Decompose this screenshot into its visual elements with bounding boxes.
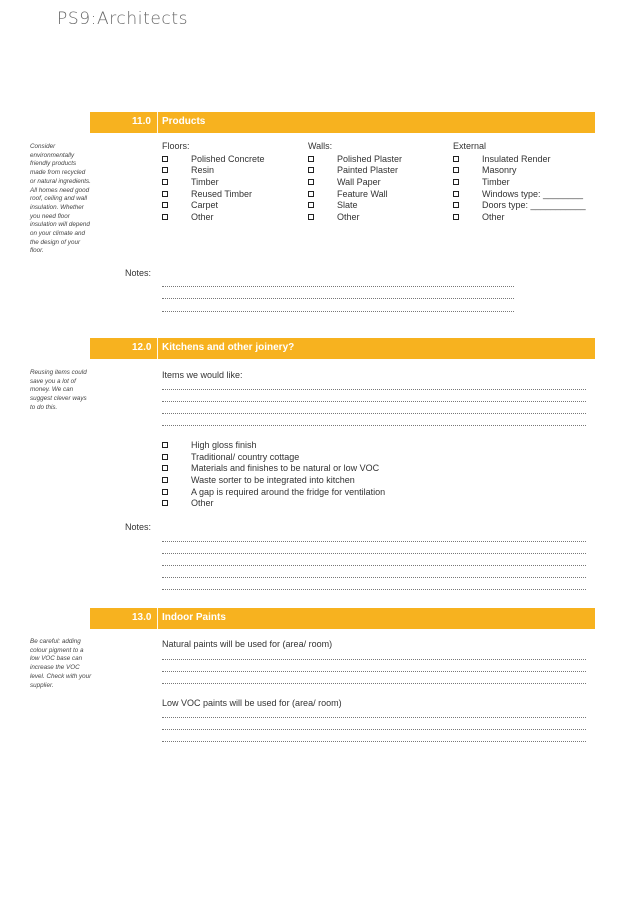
notes-line[interactable]	[162, 577, 586, 578]
notes-line[interactable]	[162, 311, 514, 312]
section-13-side-note: Be careful: adding colour pigment to a low VOC base can increase the VOC level. Check with your supplier.	[30, 638, 92, 689]
wall-option[interactable]	[308, 212, 360, 224]
option-label: Timber	[191, 177, 219, 188]
items-line[interactable]	[162, 401, 586, 402]
external-option[interactable]	[453, 177, 510, 189]
natural-paints-line[interactable]	[162, 683, 586, 684]
option-label: Slate	[337, 200, 358, 211]
option-label: Polished Plaster	[337, 153, 403, 164]
checkbox[interactable]	[453, 156, 459, 162]
option-label: Windows type: ________	[482, 188, 584, 199]
wall-option[interactable]	[308, 165, 399, 177]
option-label: Other	[337, 212, 360, 223]
wall-option[interactable]	[308, 153, 403, 166]
checkbox[interactable]	[308, 179, 314, 185]
floor-option[interactable]	[162, 153, 265, 166]
notes-line[interactable]	[162, 553, 586, 554]
section-11-title: Products	[162, 116, 206, 127]
header-divider	[157, 338, 158, 359]
checkbox[interactable]	[453, 202, 459, 208]
floors-column	[162, 141, 265, 224]
checkbox[interactable]	[162, 465, 168, 471]
option-label: Polished Concrete	[191, 153, 265, 164]
option-label: Doors type: ___________	[482, 200, 586, 211]
option-label: Reused Timber	[191, 188, 253, 199]
checkbox[interactable]	[453, 167, 459, 173]
low-voc-paints-line[interactable]	[162, 717, 586, 718]
checkbox[interactable]	[162, 442, 168, 448]
natural-paints-prompt: Natural paints will be used for (area/ room)	[162, 639, 333, 649]
checkbox[interactable]	[162, 477, 168, 483]
option-label: Painted Plaster	[337, 165, 399, 176]
option-label: Masonry	[482, 165, 517, 176]
items-line[interactable]	[162, 389, 586, 390]
section-13-header	[90, 608, 595, 629]
notes-line[interactable]	[162, 298, 514, 299]
section-11-notes-label: Notes:	[125, 268, 152, 278]
wall-option[interactable]	[308, 200, 358, 212]
low-voc-paints-prompt: Low VOC paints will be used for (area/ room)	[162, 698, 342, 708]
items-line[interactable]	[162, 425, 586, 426]
floor-option[interactable]	[162, 177, 219, 189]
option-label: High gloss finish	[191, 440, 257, 450]
option-label: Feature Wall	[337, 188, 388, 199]
floor-option[interactable]	[162, 212, 214, 224]
floor-option[interactable]	[162, 188, 253, 201]
option-label: Resin	[191, 165, 215, 176]
option-label: Timber	[482, 177, 510, 188]
section-11-number: 11.0	[132, 116, 151, 127]
option-label: Waste sorter to be integrated into kitchen	[191, 475, 355, 486]
low-voc-paints-line[interactable]	[162, 729, 586, 730]
option-label: A gap is required around the fridge for ventilation	[191, 486, 386, 497]
section-12-side-note: Reusing items could save you a lot of money. We can suggest clever ways to do this.	[30, 369, 87, 411]
notes-line[interactable]	[162, 589, 586, 590]
option-label: Traditional/ country cottage	[191, 451, 300, 462]
external-option[interactable]	[453, 200, 586, 212]
section-13-title: Indoor Paints	[162, 612, 226, 623]
checkbox[interactable]	[162, 179, 168, 185]
checkbox[interactable]	[162, 167, 168, 173]
header-divider	[157, 112, 158, 133]
walls-heading: Walls:	[308, 141, 333, 151]
checkbox[interactable]	[162, 500, 168, 506]
checkbox[interactable]	[308, 167, 314, 173]
external-heading: External	[453, 141, 487, 151]
external-option[interactable]	[453, 165, 517, 177]
checkbox[interactable]	[162, 191, 168, 197]
natural-paints-line[interactable]	[162, 659, 586, 660]
external-option[interactable]	[453, 153, 551, 166]
checkbox[interactable]	[162, 156, 168, 162]
option-label: Other	[482, 212, 505, 223]
section-12-number: 12.0	[132, 342, 152, 353]
checkbox[interactable]	[308, 191, 314, 197]
natural-paints-line[interactable]	[162, 671, 586, 672]
section-12-header	[90, 338, 595, 359]
notes-line[interactable]	[162, 541, 586, 542]
wall-option[interactable]	[308, 188, 388, 201]
checkbox[interactable]	[162, 214, 168, 220]
section-13-number: 13.0	[132, 612, 152, 623]
walls-column	[308, 141, 403, 224]
notes-line[interactable]	[162, 565, 586, 566]
checkbox[interactable]	[453, 191, 459, 197]
option-label: Wall Paper	[337, 177, 381, 188]
floors-heading: Floors:	[162, 141, 190, 151]
checkbox[interactable]	[453, 179, 459, 185]
low-voc-paints-line[interactable]	[162, 741, 586, 742]
option-label: Carpet	[191, 200, 219, 211]
checkbox[interactable]	[308, 214, 314, 220]
checkbox[interactable]	[308, 202, 314, 208]
section-12-title: Kitchens and other joinery?	[162, 342, 295, 353]
section-12-notes-label: Notes:	[125, 522, 152, 532]
section-11-header	[90, 112, 595, 133]
external-option[interactable]	[453, 212, 505, 224]
company-logo: PS9:Architects	[57, 9, 189, 29]
wall-option[interactable]	[308, 177, 381, 189]
items-line[interactable]	[162, 413, 586, 414]
items-prompt: Items we would like:	[162, 370, 243, 380]
floor-option[interactable]	[162, 200, 219, 212]
checkbox[interactable]	[308, 156, 314, 162]
checkbox[interactable]	[162, 489, 168, 495]
section-11-side-note: Consider environmentally friendly products made from recycled or natural ingredients. All homes need good roof, ceiling and wall insulation. Whether you need floor insulation will depend on your climate and the design of your floor.	[30, 143, 91, 255]
option-label: Materials and finishes to be natural or low VOC	[191, 463, 380, 474]
option-label: Other	[191, 212, 214, 223]
notes-line[interactable]	[162, 286, 514, 287]
checkbox[interactable]	[162, 202, 168, 208]
option-label: Insulated Render	[482, 153, 551, 164]
checkbox[interactable]	[162, 454, 168, 460]
external-option[interactable]	[453, 188, 584, 201]
option-label: Other	[191, 498, 214, 509]
checkbox[interactable]	[453, 214, 459, 220]
floor-option[interactable]	[162, 165, 215, 177]
header-divider	[157, 608, 158, 629]
external-column	[453, 141, 586, 224]
